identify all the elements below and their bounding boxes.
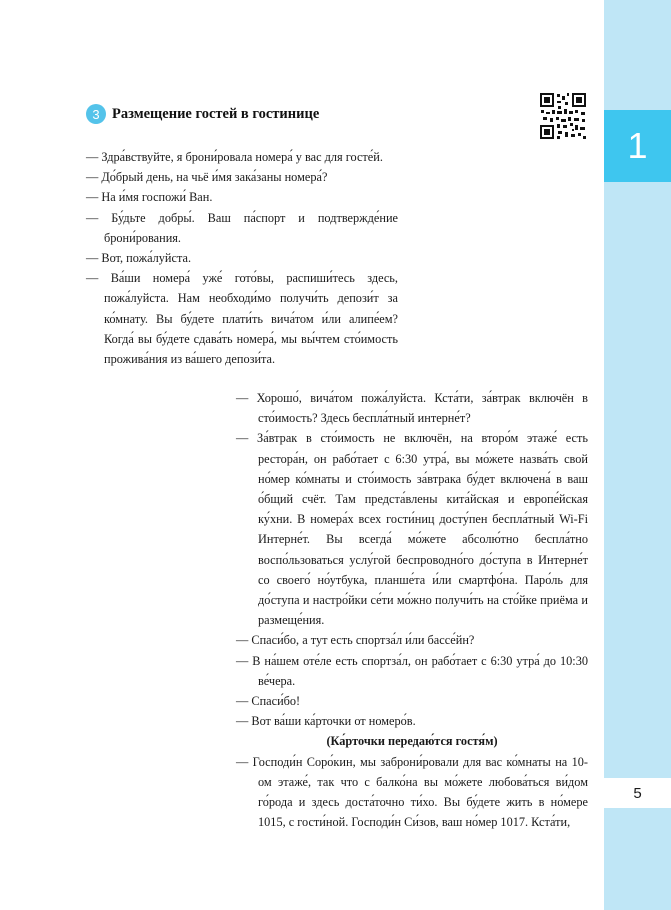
qr-code-icon[interactable] — [539, 92, 587, 140]
section-title: Размещение гостей в гостинице — [112, 105, 320, 122]
dialogue-line: — Вот ва́ши ка́рточки от номеро́в. — [236, 714, 416, 729]
dialogue-line: — На и́мя госпожи́ Ван. — [86, 190, 213, 205]
section-heading — [86, 104, 319, 124]
chapter-number: 1 — [604, 110, 671, 182]
dialogue-line: — Ва́ши номера́ уже́ гото́вы, распиши́тесь здесь, пожа́луйста. Нам необходи́мо получи́ть депози́т за ко́мнату. Вы бу́дете плати́ть вича́том и́ли алипе́ем? Когда́ вы бу́дете сдава́ть номера́, мы вы́чтем сто́имость прожива́ния из ва́шего депози́та. — [86, 271, 398, 367]
dialogue-line: — За́втрак в сто́имость не включён, на второ́м этаже́ есть рестора́н, он рабо́тает с 6:30 утра́, вы мо́жете назва́ть свой но́мер ко́мнаты и сто́имость за́втрака бу́дет включена́ в ваш о́бщий счёт. Там предста́влены кита́йская и европе́йская ку́хни. В номера́х всех гости́ниц досту́пен беспла́тный Wi-Fi Интерне́т. Вы всегда́ мо́жете абсолю́тно беспла́тно воспо́льзоваться услу́гой беспроводно́го до́ступа в Интерне́т со своего́ но́утбука, планше́та и́ли смартфо́на. Паро́ль для до́ступа и настро́йки се́ти мо́жно получи́ть на сто́йке приёма и размеще́ния. — [236, 431, 588, 628]
dialogue-line: — Спаси́бо, а тут есть спортза́л и́ли бассе́йн? — [236, 633, 475, 648]
dialogue-right-column — [236, 388, 588, 832]
dialogue-line: — Бу́дьте добры́. Ваш па́спорт и подтвержде́ние брони́рования. — [86, 210, 398, 245]
stage-direction: (Ка́рточки передаю́тся гостя́м) — [326, 734, 498, 749]
section-number-badge: 3 — [86, 104, 106, 124]
dialogue-line: — До́брый день, на чьё и́мя зака́заны номера́? — [86, 170, 328, 185]
dialogue-line: — Спаси́бо! — [236, 694, 301, 709]
dialogue-line: — Вот, пожа́луйста. — [86, 251, 192, 266]
page-number: 5 — [604, 778, 671, 808]
dialogue-line: — Хорошо́, вича́том пожа́луйста. Кста́ти, за́втрак включён в сто́имость? Здесь беспла́тный интерне́т? — [236, 391, 588, 426]
dialogue-left-column — [86, 147, 398, 369]
dialogue-line: — Здра́вствуйте, я брони́ровала номера́ у вас для госте́й. — [86, 150, 383, 164]
dialogue-line: — В на́шем оте́ле есть спортза́л, он рабо́тает с 6:30 утра́ до 10:30 ве́чера. — [236, 653, 588, 688]
dialogue-line: — Господи́н Соро́кин, мы заброни́ровали для вас ко́мнаты на 10-ом этаже́, так что с балко́на вы мо́жете любова́ться ви́дом го́рода и здесь доста́точно ти́хо. Вы бу́дете жить в но́мере 1015, с гости́ной. Господи́н Си́зов, ваш но́мер 1017. Кста́ти, — [236, 754, 588, 830]
